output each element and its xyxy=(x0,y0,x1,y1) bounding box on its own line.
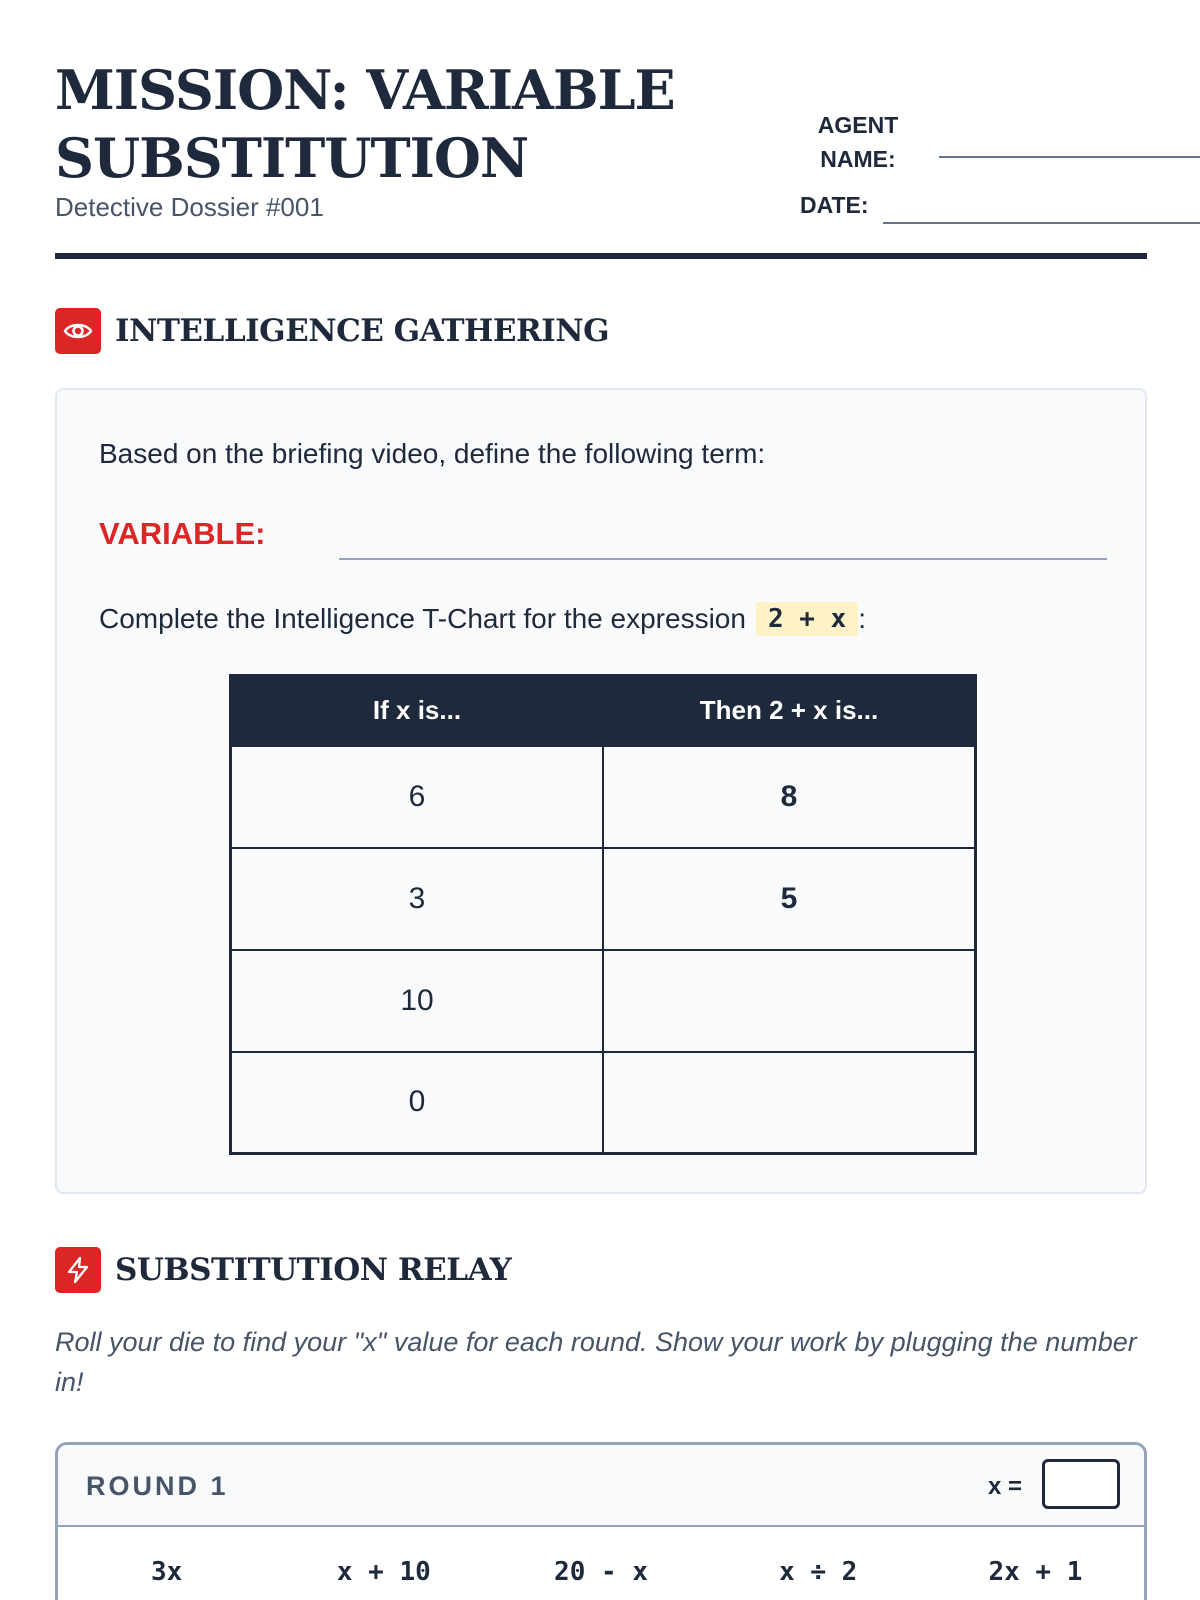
relay-section-title: SUBSTITUTION RELAY xyxy=(115,1252,512,1288)
t-chart-output-blank-cell[interactable] xyxy=(603,1052,976,1154)
tchart-prompt-suffix: : xyxy=(858,603,867,634)
t-chart-output-blank-cell[interactable] xyxy=(603,950,976,1052)
page-title xyxy=(55,56,675,192)
dossier-header xyxy=(55,0,1145,262)
x-value-label: x = xyxy=(988,1473,1023,1500)
table-row xyxy=(231,950,976,1052)
x-value-box[interactable] xyxy=(1042,1459,1120,1509)
round-card xyxy=(55,1442,1147,1600)
variable-label: VARIABLE: xyxy=(99,516,266,551)
round-title: ROUND 1 xyxy=(86,1471,229,1501)
eye-icon xyxy=(55,308,101,354)
expression-item: 2x + 1 xyxy=(988,1557,1083,1587)
agent-label-line-1: AGENT xyxy=(817,112,899,138)
intelligence-section-title: INTELLIGENCE GATHERING xyxy=(115,313,610,349)
t-chart-output-cell: 8 xyxy=(603,746,976,848)
table-row xyxy=(231,1052,976,1154)
definition-prompt: Based on the briefing video, define the following term: xyxy=(99,438,766,469)
t-chart-input-cell: 6 xyxy=(231,746,604,848)
t-chart-header-output: Then 2 + x is... xyxy=(603,676,976,746)
intelligence-section-heading xyxy=(55,308,609,354)
date-label: DATE: xyxy=(800,192,869,218)
tchart-prompt xyxy=(99,602,866,636)
expression-highlight: 2 + x xyxy=(756,602,858,636)
title-line-1: MISSION: VARIABLE xyxy=(55,58,675,122)
date-field[interactable] xyxy=(883,222,1200,224)
t-chart-header-row xyxy=(231,676,976,746)
expression-item: x + 10 xyxy=(336,1557,431,1587)
intelligence-card xyxy=(55,388,1147,1194)
t-chart-input-cell: 10 xyxy=(231,950,604,1052)
variable-definition-field[interactable] xyxy=(339,558,1107,560)
t-chart-input-cell: 3 xyxy=(231,848,604,950)
dossier-subtitle: Detective Dossier #001 xyxy=(55,192,324,222)
expression-row xyxy=(58,1527,1144,1600)
agent-name-label xyxy=(793,108,923,176)
expression-item: 20 - x xyxy=(554,1557,648,1587)
relay-section-heading xyxy=(55,1247,511,1293)
t-chart-output-cell: 5 xyxy=(603,848,976,950)
agent-name-field[interactable] xyxy=(939,156,1200,158)
title-line-2: SUBSTITUTION xyxy=(55,126,529,190)
agent-label-line-2: NAME: xyxy=(820,146,896,172)
table-row xyxy=(231,848,976,950)
expression-item: 3x xyxy=(150,1557,183,1587)
t-chart xyxy=(229,674,977,1155)
relay-instructions: Roll your die to find your "x" value for each round. Show your work by plugging the number in! xyxy=(55,1327,1137,1397)
expression-item: x ÷ 2 xyxy=(779,1557,858,1587)
t-chart-input-cell: 0 xyxy=(231,1052,604,1154)
header-divider xyxy=(55,253,1147,259)
round-header xyxy=(58,1445,1144,1527)
lightning-icon xyxy=(55,1247,101,1293)
table-row xyxy=(231,746,976,848)
t-chart-header-input: If x is... xyxy=(231,676,604,746)
tchart-prompt-text: Complete the Intelligence T-Chart for the expression xyxy=(99,603,746,634)
